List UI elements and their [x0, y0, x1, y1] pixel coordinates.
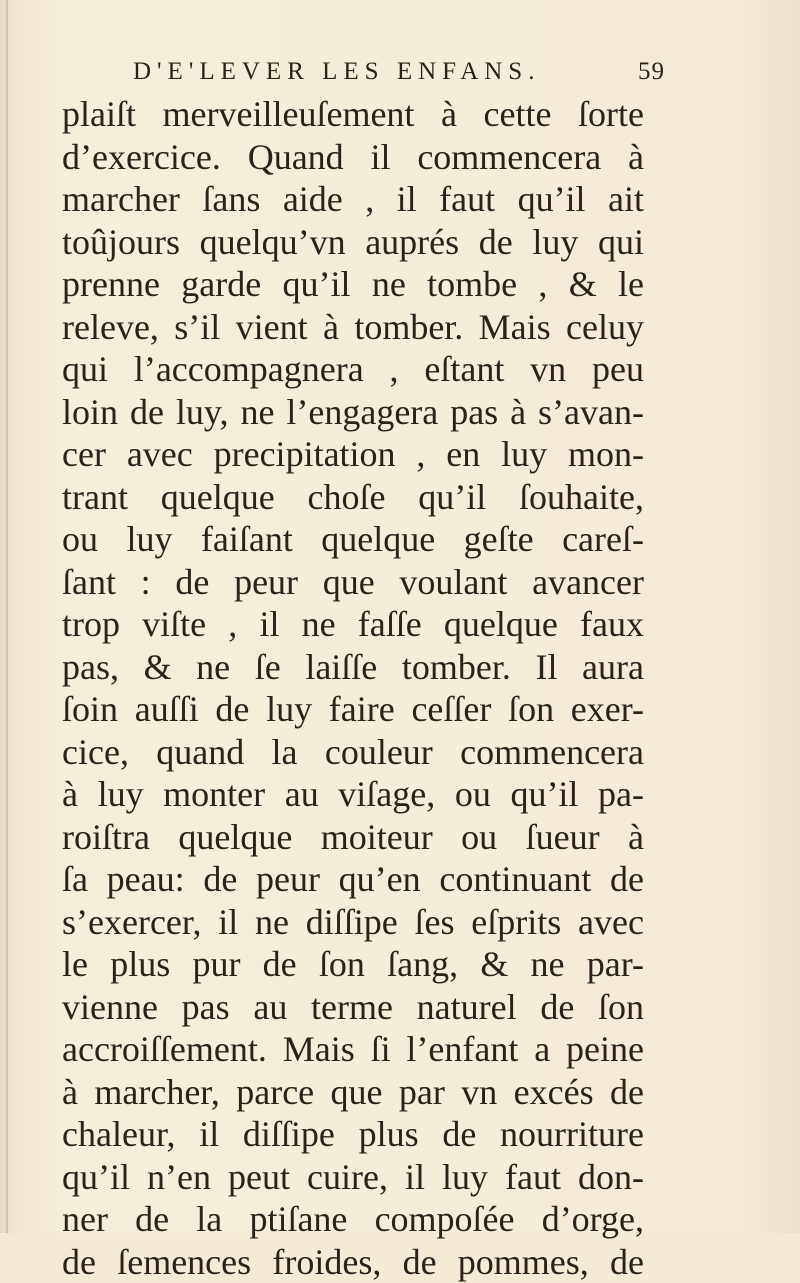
- text-line: s’exercer, il ne diſſipe ſes eſprits avec: [62, 901, 644, 944]
- text-line: ſa peau: de peur qu’en continuant de: [62, 858, 644, 901]
- text-line: toûjours quelqu’vn auprés de luy qui: [62, 221, 644, 264]
- text-line: le plus pur de ſon ſang, & ne par-: [62, 943, 644, 986]
- text-line: prenne garde qu’il ne tombe , & le: [62, 263, 644, 306]
- text-line: roiſtra quelque moiteur ou ſueur à: [62, 816, 644, 859]
- page-gutter: [6, 0, 8, 1233]
- page-number: 59: [638, 58, 665, 86]
- body-text: [62, 93, 644, 1283]
- text-line: accroiſſement. Mais ſi l’enfant a peine: [62, 1028, 644, 1071]
- text-line: ſant : de peur que voulant avancer: [62, 561, 644, 604]
- running-head: [133, 58, 673, 94]
- text-line: marcher ſans aide , il faut qu’il ait: [62, 178, 644, 221]
- text-line: trop viſte , il ne faſſe quelque faux: [62, 603, 644, 646]
- text-line: ou luy faiſant quelque geſte careſ-: [62, 518, 644, 561]
- text-line: d’exercice. Quand il commencera à: [62, 136, 644, 179]
- text-line: à marcher, parce que par vn excés de: [62, 1071, 644, 1114]
- text-line: ner de la ptiſane compoſée d’orge,: [62, 1198, 644, 1241]
- text-line: de ſemences froides, de pommes, de: [62, 1241, 644, 1283]
- text-line: plaiſt merveilleuſement à cette ſorte: [62, 93, 644, 136]
- text-line: ſoin auſſi de luy faire ceſſer ſon exer-: [62, 688, 644, 731]
- text-line: pas, & ne ſe laiſſe tomber. Il aura: [62, 646, 644, 689]
- text-line: qui l’accompagnera , eſtant vn peu: [62, 348, 644, 391]
- running-head-title: D'E'LEVER LES ENFANS.: [133, 58, 540, 86]
- text-line: vienne pas au terme naturel de ſon: [62, 986, 644, 1029]
- text-line: loin de luy, ne l’engagera pas à s’avan-: [62, 391, 644, 434]
- text-line: trant quelque choſe qu’il ſouhaite,: [62, 476, 644, 519]
- text-line: qu’il n’en peut cuire, il luy faut don-: [62, 1156, 644, 1199]
- text-line: cer avec precipitation , en luy mon-: [62, 433, 644, 476]
- text-line: cice, quand la couleur commencera: [62, 731, 644, 774]
- text-line: releve, s’il vient à tomber. Mais celuy: [62, 306, 644, 349]
- text-line: à luy monter au viſage, ou qu’il pa-: [62, 773, 644, 816]
- text-line: chaleur, il diſſipe plus de nourriture: [62, 1113, 644, 1156]
